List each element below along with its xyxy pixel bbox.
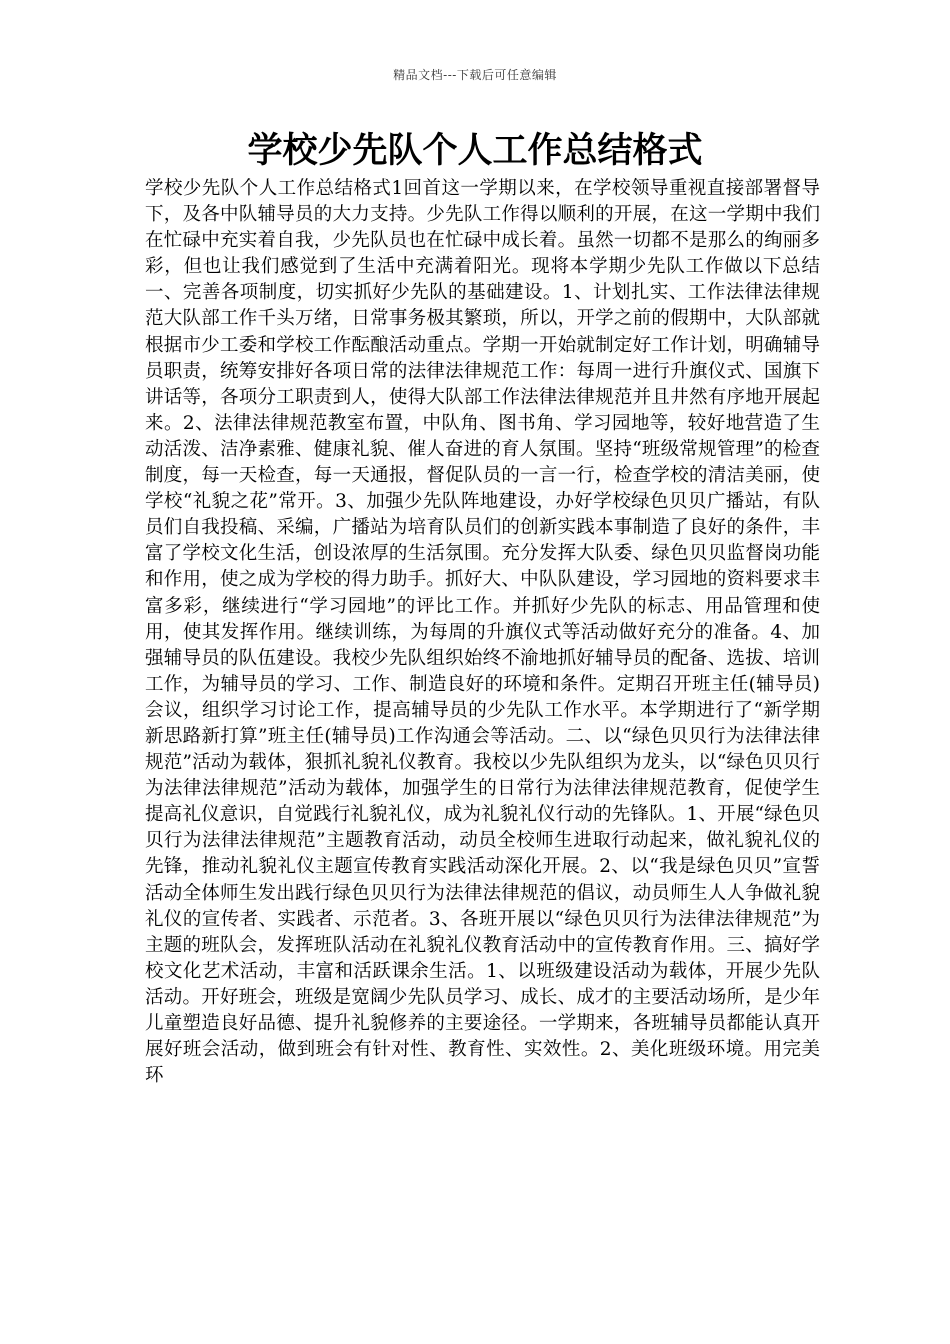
document-title: 学校少先队个人工作总结格式 (247, 131, 703, 171)
document-body: 学校少先队个人工作总结格式1回首这一学期以来，在学校领导重视直接部署督导下，及各中队辅导员的大力支持。少先队工作得以顺利的开展，在这一学期中我们在忙碌中充实着自我，少先队员也在忙碌中成长着。虽然一切都不是那么的绚丽多彩，但也让我们感觉到了生活中充满着阳光。现将本学期少先队工作做以下总结一、完善各项制度，切实抓好少先队的基础建设。1、计划扎实、工作法律法律规范大队部工作千头万绪，日常事务极其繁琐，所以，开学之前的假期中，大队部就根据市少工委和学校工作酝酿活动重点。学期一开始就制定好工作计划，明确辅导员职责，统筹安排好各项日常的法律法律规范工作：每周一进行升旗仪式、国旗下讲话等，各项分工职责到人，使得大队部工作法律法律规范并且井然有序地开展起来。2、法律法律规范教室布置，中队角、图书角、学习园地等，较好地营造了生动活泼、洁净素雅、健康礼貌、催人奋进的育人氛围。坚持“班级常规管理”的检查制度，每一天检查，每一天通报，督促队员的一言一行，检查学校的清洁美丽，使学校“礼貌之花”常开。3、加强少先队阵地建设，办好学校绿色贝贝广播站，有队员们自我投稿、采编，广播站为培育队员们的创新实践本事制造了良好的条件，丰富了学校文化生活，创设浓厚的生活氛围。充分发挥大队委、绿色贝贝监督岗功能和作用，使之成为学校的得力助手。抓好大、中队队建设，学习园地的资料要求丰富多彩，继续进行“学习园地”的评比工作。并抓好少先队的标志、用品管理和使用，使其发挥作用。继续训练，为每周的升旗仪式等活动做好充分的准备。4、加强辅导员的队伍建设。我校少先队组织始终不渝地抓好辅导员的配备、选拔、培训工作，为辅导员的学习、工作、制造良好的环境和条件。定期召开班主任(辅导员)会议，组织学习讨论工作，提高辅导员的少先队工作水平。本学期进行了“新学期新思路新打算”班主任(辅导员)工作沟通会等活动。二、以“绿色贝贝行为法律法律规范”活动为载体，狠抓礼貌礼仪教育。我校以少先队组织为龙头，以“绿色贝贝行为法律法律规范”活动为载体，加强学生的日常行为法律法律规范教育，促使学生提高礼仪意识，自觉践行礼貌礼仪，成为礼貌礼仪行动的先锋队。1、开展“绿色贝贝行为法律法律规范”主题教育活动，动员全校师生进取行动起来，做礼貌礼仪的先锋，推动礼貌礼仪主题宣传教育实践活动深化开展。2、以“我是绿色贝贝”宣誓活动全体师生发出践行绿色贝贝行为法律法律规范的倡议，动员师生人人争做礼貌礼仪的宣传者、实践者、示范者。3、各班开展以“绿色贝贝行为法律法律规范”为主题的班队会，发挥班队活动在礼貌礼仪教育活动中的宣传教育作用。三、搞好学校文化艺术活动，丰富和活跃课余生活。1、以班级建设活动为载体，开展少先队活动。开好班会，班级是宽阔少先队员学习、成长、成才的主要活动场所，是少年儿童塑造良好品德、提升礼貌修养的主要途径。一学期来，各班辅导员都能认真开展好班会活动，做到班会有针对性、教育性、实效性。2、美化班级环境。用完美环 (145, 178, 820, 1087)
page-header-note: 精品文档---下载后可任意编辑 (393, 68, 557, 82)
